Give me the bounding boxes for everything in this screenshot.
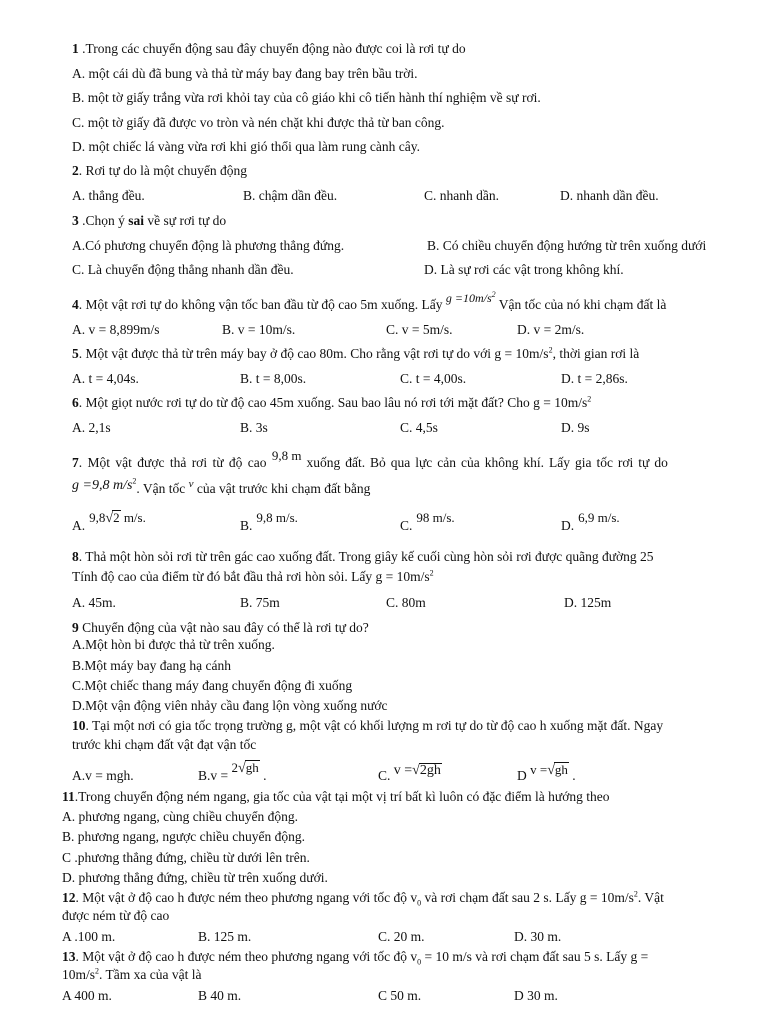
formula-text: v = — [393, 763, 413, 778]
q1-option-b: B. một tờ giấy trắng vừa rơi khỏi tay của cô giáo khi cô tiến hành thí nghiệm về sự rơi. — [72, 90, 541, 105]
q6-option-a: A. 2,1s — [72, 420, 111, 435]
velocity-symbol: v — [188, 478, 194, 490]
superscript: 2 — [95, 966, 100, 976]
superscript: 2 — [548, 345, 553, 355]
question-5-stem — [72, 346, 639, 362]
question-text: Tính độ cao của điểm từ đó bắt đầu thả rơi hòn sỏi. Lấy g = 10m/s — [72, 569, 430, 584]
question-number: 10 — [72, 718, 86, 733]
q13-option-c: C 50 m. — [378, 988, 422, 1003]
question-8-stem-line1 — [72, 549, 654, 565]
q1-option-a: A. một cái dù đã bung và thả từ máy bay đang bay trên bầu trời. — [72, 66, 418, 81]
question-text: xuống đất. Bỏ qua lực cản của không khí. Lấy gia tốc rơi tự do — [301, 455, 668, 470]
q8-option-d: D. 125m — [564, 595, 612, 610]
question-text: , thời gian rơi là — [552, 346, 640, 361]
sqrt-sign: √ — [412, 763, 420, 778]
q11-option-a: A. phương ngang, cùng chiều chuyển động. — [62, 809, 299, 824]
question-text: .Chọn ý — [78, 213, 129, 228]
q12-option-b: B. 125 m. — [198, 929, 252, 944]
q4-option-d: D. v = 2m/s. — [517, 322, 585, 337]
question-11-stem — [62, 789, 610, 805]
q5-option-c: C. t = 4,00s. — [400, 371, 467, 386]
superscript: 2 — [491, 290, 496, 299]
q13-option-a: A 400 m. — [62, 988, 112, 1003]
q5-option-a: A. t = 4,04s. — [72, 371, 139, 386]
q1-option-d: D. một chiếc lá vàng vừa rơi khi gió thổi qua làm rung cành cây. — [72, 139, 420, 154]
formula-text: v = — [530, 762, 548, 777]
q2-option-a: A. thẳng đều. — [72, 188, 145, 203]
option-text: . — [568, 768, 576, 783]
radicand: 2gh — [419, 763, 441, 778]
question-text: . Một vật được thả rơi từ độ cao — [78, 455, 272, 470]
q3-option-d: D. Là sự rơi các vật trong không khí. — [424, 262, 624, 277]
option-value: 9,8 m/s. — [256, 510, 298, 525]
question-3-stem — [72, 213, 226, 229]
question-7-stem-line2 — [72, 476, 371, 498]
formula-text: g =10m/s — [445, 291, 492, 305]
q9-option-d: D.Một vận động viên nhảy cầu đang lộn vòng xuống nước — [72, 698, 388, 713]
question-text: của vật trước khi chạm đất bằng — [193, 481, 371, 496]
height-formula: 9,8 m — [271, 448, 302, 463]
q10-option-a: A.v = mgh. — [72, 768, 134, 783]
q4-option-a: A. v = 8,899m/s — [72, 322, 160, 337]
question-10-stem-line1 — [72, 718, 663, 734]
question-number: 11 — [62, 789, 75, 804]
question-text: Chuyển động của vật nào sau đây có thể là rơi tự do? — [78, 620, 369, 635]
question-4-stem — [72, 290, 667, 313]
option-label: B. — [240, 518, 253, 533]
option-value — [89, 510, 146, 525]
radicand: gh — [245, 760, 259, 775]
question-13-stem-line1 — [62, 949, 648, 965]
radicand: gh — [554, 762, 568, 777]
question-number: 9 — [72, 620, 79, 635]
question-1-stem — [72, 41, 466, 57]
superscript: 2 — [429, 568, 434, 578]
question-12-stem-line1 — [62, 890, 664, 906]
question-text: . Một vật ở độ cao h được ném theo phương ngang với tốc độ v — [75, 890, 418, 905]
option-label: C. — [400, 518, 413, 533]
question-9-stem — [72, 620, 369, 636]
option-text: B.v = — [198, 768, 232, 783]
q2-option-c: C. nhanh dần. — [424, 188, 499, 203]
formula-text: 2 — [231, 760, 238, 775]
q9-option-b: B.Một máy bay đang hạ cánh — [72, 658, 231, 673]
q13-option-d: D 30 m. — [514, 988, 558, 1003]
q9-option-a: A.Một hòn bi được thả từ trên xuống. — [72, 637, 275, 652]
question-8-stem-line2 — [72, 569, 434, 585]
question-text: . Một vật rơi tự do không vận tốc ban đầu từ độ cao 5m xuống. Lấy — [78, 297, 446, 312]
q12-option-a: A .100 m. — [62, 929, 116, 944]
q10-option-c — [378, 763, 442, 785]
question-2-stem — [72, 163, 247, 179]
question-text: . Vận tốc — [136, 481, 189, 496]
question-13-stem-line2 — [62, 967, 201, 983]
q6-option-b: B. 3s — [240, 420, 268, 435]
question-number: 2 — [72, 163, 79, 178]
option-text: . — [259, 768, 267, 783]
option-text: C. — [378, 768, 394, 783]
q7-option-c — [400, 510, 455, 534]
q3-option-c: C. Là chuyển động thẳng nhanh dần đều. — [72, 262, 294, 277]
q7-option-d — [561, 510, 620, 534]
q12-option-d: D. 30 m. — [514, 929, 562, 944]
question-text: Vận tốc của nó khi chạm đất là — [495, 297, 667, 312]
q8-option-b: B. 75m — [240, 595, 280, 610]
q4-option-c: C. v = 5m/s. — [386, 322, 453, 337]
option-label: D. — [561, 518, 575, 533]
question-text: . Vật — [637, 890, 664, 905]
superscript: 2 — [132, 476, 137, 486]
superscript: 2 — [587, 394, 592, 404]
question-text: về sự rơi tự do — [144, 213, 227, 228]
sqrt-sign: √ — [105, 511, 114, 526]
q6-option-c: C. 4,5s — [400, 420, 438, 435]
radicand: 2 — [113, 510, 120, 525]
q5-option-b: B. t = 8,00s. — [240, 371, 307, 386]
question-10-stem-line2: trước khi chạm đất vật đạt vận tốc — [72, 737, 257, 752]
superscript: 2 — [633, 889, 638, 899]
q4-option-b: B. v = 10m/s. — [222, 322, 296, 337]
q2-option-d: D. nhanh dần đều. — [560, 188, 659, 203]
formula-text: 9,8 — [89, 510, 106, 525]
question-text: . Rơi tự do là một chuyển động — [78, 163, 247, 178]
question-number: 6 — [72, 395, 79, 410]
q13-option-b: B 40 m. — [198, 988, 242, 1003]
option-value: 98 m/s. — [416, 510, 455, 525]
option-formula — [232, 760, 260, 775]
question-text: . Thả một hòn sỏi rơi từ trên gác cao xuống đất. Trong giây kế cuối cùng hòn sỏi rơi được quãng đường 25 — [78, 549, 654, 564]
question-number: 13 — [62, 949, 76, 964]
option-formula — [394, 763, 442, 778]
question-text: . Một vật được thả từ trên máy bay ở độ cao 80m. Cho rằng vật rơi tự do với g = 10m/s — [78, 346, 549, 361]
q1-option-c: C. một tờ giấy đã được vo tròn và nén chặt khi được thả từ ban công. — [72, 115, 445, 130]
sqrt-sign: √ — [547, 763, 555, 778]
q10-option-b — [198, 760, 267, 785]
formula-text: m/s. — [120, 510, 146, 525]
gravity-formula — [446, 291, 496, 305]
q9-option-c: C.Một chiếc thang máy đang chuyển động đi xuống — [72, 678, 353, 693]
q6-option-d: D. 9s — [561, 420, 590, 435]
sqrt-sign: √ — [238, 761, 246, 776]
question-number: 3 — [72, 213, 79, 228]
question-text: .Trong chuyển động ném ngang, gia tốc của vật tại một vị trí bất kì luôn có đặc điểm là hướng theo — [74, 789, 610, 804]
question-text: . Tầm xa của vật là — [99, 967, 202, 982]
question-number: 1 — [72, 41, 79, 56]
q3-option-a: A.Có phương chuyển động là phương thẳng đứng. — [72, 238, 345, 253]
formula-text: g =9,8 m/s — [72, 478, 133, 493]
subscript: 0 — [417, 898, 422, 908]
q2-option-b: B. chậm dần đều. — [243, 188, 338, 203]
question-number: 12 — [62, 890, 76, 905]
question-text: . Một vật ở độ cao h được ném theo phương ngang với tốc độ v — [75, 949, 418, 964]
question-number: 4 — [72, 297, 79, 312]
gravity-formula — [72, 478, 136, 493]
question-number: 8 — [72, 549, 79, 564]
q7-option-b — [240, 510, 298, 534]
question-number: 7 — [72, 455, 79, 470]
question-text: . Tại một nơi có gia tốc trọng trường g, một vật có khối lượng m rơi tự do từ độ cao h xuống mặt đất. Ngay — [85, 718, 664, 733]
subscript: 0 — [417, 957, 422, 967]
q5-option-d: D. t = 2,86s. — [561, 371, 628, 386]
question-text: . Một giọt nước rơi tự do từ độ cao 45m xuống. Sau bao lâu nó rơi tới mặt đất? Cho g = 10m/s — [78, 395, 588, 410]
q11-option-c: C .phương thẳng đứng, chiều từ dưới lên trên. — [62, 850, 310, 865]
q11-option-d: D. phương thẳng đứng, chiều từ trên xuống dưới. — [62, 870, 328, 885]
question-text: 10m/s — [62, 967, 96, 982]
question-12-stem-line2: được ném từ độ cao — [62, 908, 170, 923]
question-7-stem-line1 — [72, 448, 746, 471]
q10-option-d — [517, 762, 576, 785]
question-6-stem — [72, 395, 591, 411]
option-text: D — [517, 768, 531, 783]
q3-option-b: B. Có chiều chuyển động hướng từ trên xuống dưới — [427, 238, 707, 253]
question-number: 5 — [72, 346, 79, 361]
q12-option-c: C. 20 m. — [378, 929, 425, 944]
option-value: 6,9 m/s. — [578, 510, 620, 525]
q7-option-a — [72, 510, 146, 535]
question-text: .Trong các chuyển động sau đây chuyển động nào được coi là rơi tự do — [78, 41, 466, 56]
option-label: A. — [72, 518, 86, 533]
q8-option-c: C. 80m — [386, 595, 426, 610]
q11-option-b: B. phương ngang, ngược chiều chuyển động. — [62, 829, 305, 844]
question-text: và rơi chạm đất sau 2 s. Lấy g = 10m/s — [421, 890, 634, 905]
question-text: = 10 m/s và rơi chạm đất sau 5 s. Lấy g = — [421, 949, 649, 964]
q8-option-a: A. 45m. — [72, 595, 116, 610]
option-formula — [530, 762, 569, 777]
emphasis-word: sai — [128, 213, 145, 228]
